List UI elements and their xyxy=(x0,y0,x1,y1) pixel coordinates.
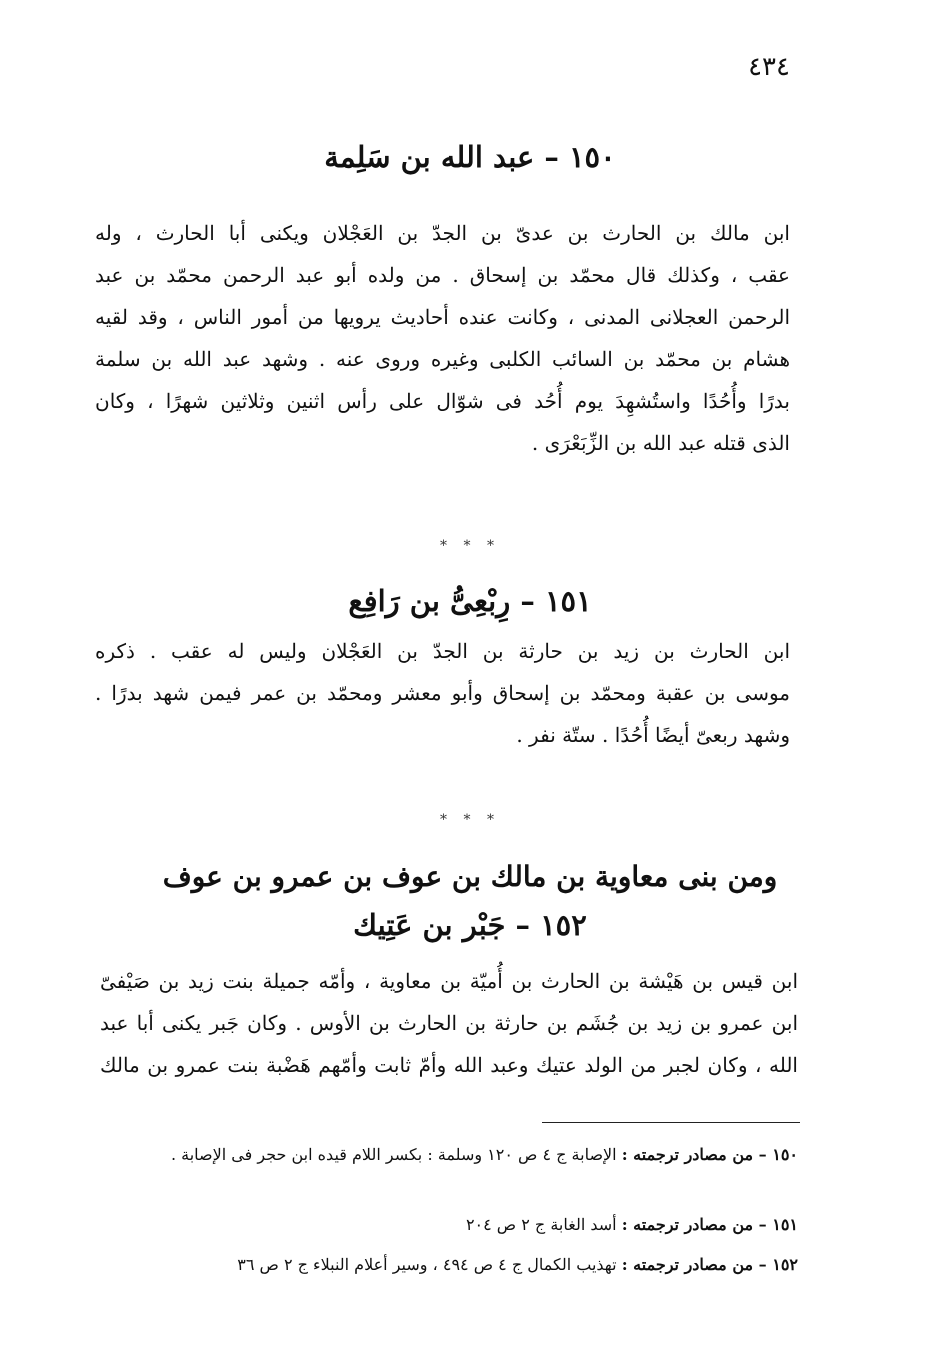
section-separator: * * * xyxy=(440,812,500,828)
entry-title-152: ١٥٢ – جَبْر بن عَتِيك xyxy=(353,908,587,942)
footnote-divider xyxy=(542,1122,800,1123)
entry-body-151 xyxy=(95,630,790,756)
text-line: وشهد ربعىّ أيضًا أُحُدًا . ستّة نفر . xyxy=(516,723,790,747)
text-line: عقب ، وكذلك قال محمّد بن إسحاق . من ولده أبو عبد الرحمن محمّد بن عبد xyxy=(95,263,790,287)
footnote-text: تهذيب الكمال ج ٤ ص ٤٩٤ ، وسير أعلام النبلاء ج ٢ ص ٣٦ xyxy=(237,1255,622,1274)
footnote-151 xyxy=(100,1210,798,1240)
footnote-text: الإصابة ج ٤ ص ١٢٠ وسلمة : بكسر اللام قيده ابن حجر فى الإصابة . xyxy=(170,1145,622,1164)
entry-title-151: ١٥١ – رِبْعِىُّ بن رَافِع xyxy=(348,584,592,618)
footnote-lead: ١٥٢ – من مصادر ترجمته : xyxy=(621,1255,798,1274)
text-line: هشام بن محمّد بن السائب الكلبى وغيره وروى عنه . وشهد عبد الله بن سلمة xyxy=(95,347,790,371)
text-line: ابن الحارث بن زيد بن حارثة بن الجدّ بن العَجْلان وليس له عقب . ذكره xyxy=(95,639,790,663)
text-line: الذى قتله عبد الله بن الزِّبَعْرَى . xyxy=(531,431,790,455)
entry-body-150 xyxy=(95,212,790,464)
footnote-text: أسد الغابة ج ٢ ص ٢٠٤ xyxy=(465,1215,622,1234)
text-line: بدرًا وأُحُدًا واستُشهِدَ يوم أُحُد فى شوّال على رأس اثنين وثلاثين شهرًا ، وكان xyxy=(95,389,790,413)
footnote-lead: ١٥١ – من مصادر ترجمته : xyxy=(621,1215,798,1234)
footnote-152 xyxy=(100,1250,798,1280)
section-separator: * * * xyxy=(440,538,500,554)
footnote-150 xyxy=(100,1140,798,1170)
text-line: ابن عمرو بن زيد بن جُشَم بن حارثة بن الحارث بن الأوس . وكان جَبر يكنى أبا عبد xyxy=(100,1011,798,1035)
entry-body-152 xyxy=(100,960,798,1086)
page-number: ٤٣٤ xyxy=(748,52,790,82)
section-heading: ومن بنى معاوية بن مالك بن عوف بن عمرو بن عوف xyxy=(162,860,778,893)
text-line: ابن مالك بن الحارث بن عدىّ بن الجدّ بن العَجْلان ويكنى أبا الحارث ، وله xyxy=(95,221,790,245)
entry-title-150: ١٥٠ – عبد الله بن سَلِمة xyxy=(324,140,616,174)
text-line: الرحمن العجلانى المدنى ، وكانت عنده أحاديث يرويها من أمور الناس ، وقد لقيه xyxy=(95,305,790,329)
footnote-lead: ١٥٠ – من مصادر ترجمته : xyxy=(621,1145,798,1164)
text-line: الله ، وكان لجبر من الولد عتيك وعبد الله وأمّ ثابت وأمّهم هَضْبة بنت عمرو بن مالك xyxy=(100,1053,798,1077)
text-line: ابن قيس بن هَيْشة بن الحارث بن أُميّة بن معاوية ، وأمّه جميلة بنت زيد بن صَيْفىّ xyxy=(100,969,798,993)
text-line: موسى بن عقبة ومحمّد بن إسحاق وأبو معشر ومحمّد بن عمر فيمن شهد بدرًا . xyxy=(95,681,790,705)
